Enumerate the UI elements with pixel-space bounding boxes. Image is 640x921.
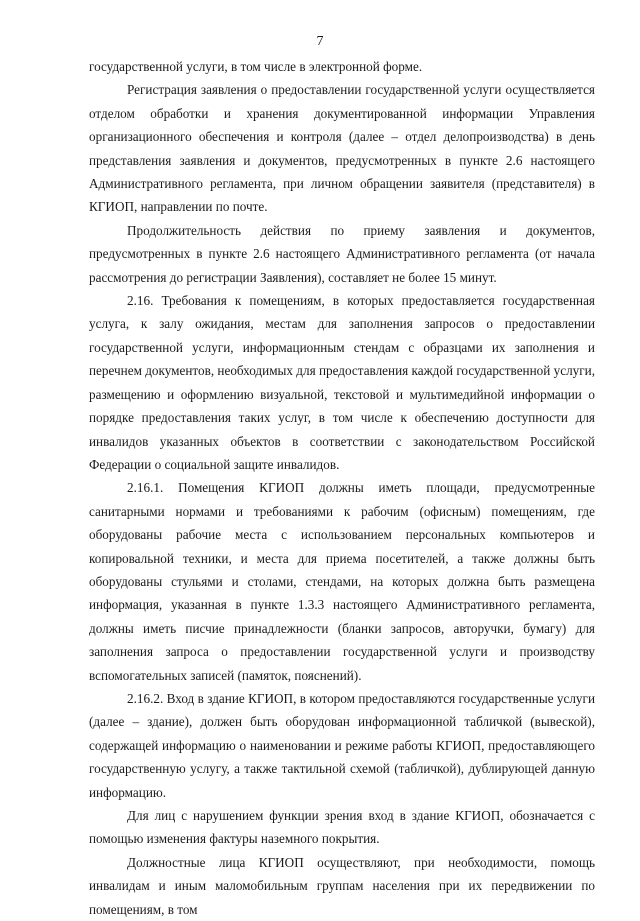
paragraph-2-16-2: 2.16.2. Вход в здание КГИОП, в котором предоставляются государственные услуги (далее – здание), должен быть оборудован информационной табличкой (вывеской), содержащей информацию о наименовании и режиме работы КГИОП, предоставляющего государственную услугу, а также тактильной схемой (табличкой), дублирующей данную информацию. xyxy=(89,690,595,800)
document-body xyxy=(89,55,595,921)
paragraph-officials-assist: Должностные лица КГИОП осуществляют, при необходимости, помощь инвалидам и иным маломобильным группам населения при их передвижении по помещениям, в том xyxy=(89,854,595,917)
paragraph-2-16: 2.16. Требования к помещениям, в которых предоставляется государственная услуга, к залу ожидания, местам для заполнения запросов о предоставлении государственной услуги, информационным стендам с образцами их заполнения и перечнем документов, необходимых для предоставления каждой государственной услуги, размещению и оформлению визуальной, текстовой и мультимедийной информации о порядке предоставления таких услуг, в том числе к обеспечению доступности для инвалидов указанных объектов в соответствии с законодательством Российской Федерации о социальной защите инвалидов. xyxy=(89,293,596,472)
paragraph-vision-impaired: Для лиц с нарушением функции зрения вход в здание КГИОП, обозначается с помощью изменения фактуры наземного покрытия. xyxy=(89,808,595,847)
paragraph-2-16-1: 2.16.1. Помещения КГИОП должны иметь площади, предусмотренные санитарными нормами и требованиями к рабочим (офисным) помещениям, где оборудованы рабочие места с использованием персональных компьютеров и копировальной техники, и места для приема посетителей, а также должны быть оборудованы стульями и столами, стендами, на которых должна быть размещена информация, указанная в пункте 1.3.3 настоящего Административного регламента, должны иметь писчие принадлежности (бланки запросов, авторучки, бумагу) для заполнения запроса о предоставлении государственной услуги и производству вспомогательных записей (памяток, пояснений). xyxy=(89,480,595,683)
paragraph-registration: Регистрация заявления о предоставлении государственной услуги осуществляется отделом обработки и хранения документированной информации Управления организационного обеспечения и контроля (далее – отдел делопроизводства) в день представления заявления и документов, предусмотренных в пункте 2.6 настоящего Административного регламента, при личном обращении заявителя (представителя) в КГИОП, направлении по почте. xyxy=(89,82,595,215)
paragraph-continuation: государственной услуги, в том числе в электронной форме. xyxy=(89,59,423,74)
page-number: 7 xyxy=(316,34,324,49)
paragraph-duration: Продолжительность действия по приему заявления и документов, предусмотренных в пункте 2.6 настоящего Административного регламента (от начала рассмотрения до регистрации Заявления), составляет не более 15 минут. xyxy=(89,222,595,285)
